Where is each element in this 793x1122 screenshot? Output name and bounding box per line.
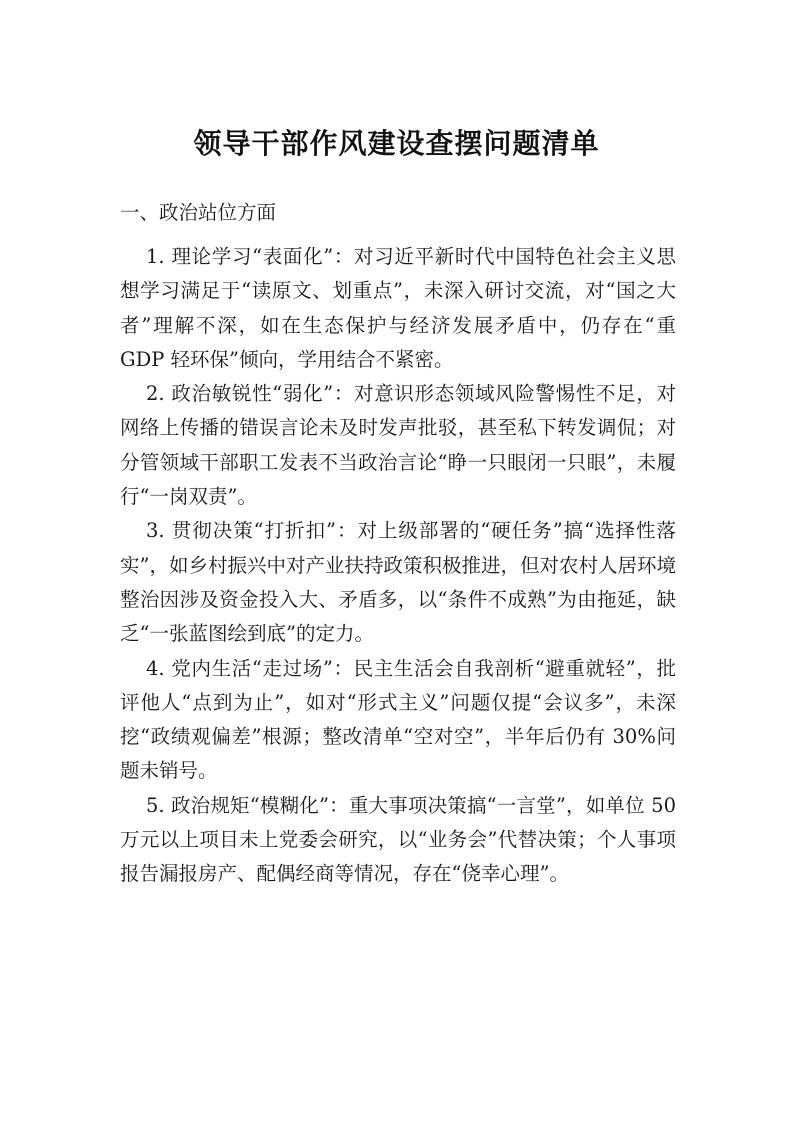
document-title: 领导干部作风建设查摆问题清单 bbox=[193, 127, 600, 160]
list-item: 2. 政治敏锐性“弱化”：对意识形态领域风险警惕性不足，对网络上传播的错误言论未及时发声批驳，甚至私下转发调侃；对分管领域干部职工发表不当政治言论“睁一只眼闭一只眼”，未履行“一岗双责”。 bbox=[120, 382, 676, 509]
section-heading: 一、政治站位方面 bbox=[120, 201, 277, 224]
list-item: 5. 政治规矩“模糊化”：重大事项决策搞“一言堂”，如单位 50 万元以上项目未上党委会研究，以“业务会”代替决策；个人事项报告漏报房产、配偶经商等情况，存在“侥幸心理”。 bbox=[120, 793, 676, 886]
list-item: 4. 党内生活“走过场”：民主生活会自我剖析“避重就轻”，批评他人“点到为止”，如对“形式主义”问题仅提“会议多”，未深挖“政绩观偏差”根源；整改清单“空对空”，半年后仍有 30%问题未销号。 bbox=[120, 656, 676, 783]
list-item: 1. 理论学习“表面化”：对习近平新时代中国特色社会主义思想学习满足于“读原文、划重点”，未深入研讨交流，对“国之大者”理解不深，如在生态保护与经济发展矛盾中，仍存在“重 GDP 轻环保”倾向，学用结合不紧密。 bbox=[120, 245, 676, 371]
item-list bbox=[120, 240, 676, 892]
list-item: 3. 贯彻决策“打折扣”：对上级部署的“硬任务”搞“选择性落实”，如乡村振兴中对产业扶持政策积极推进，但对农村人居环境整治因涉及资金投入大、矛盾多，以“条件不成熟”为由拖延，缺乏“一张蓝图绘到底”的定力。 bbox=[120, 519, 676, 646]
